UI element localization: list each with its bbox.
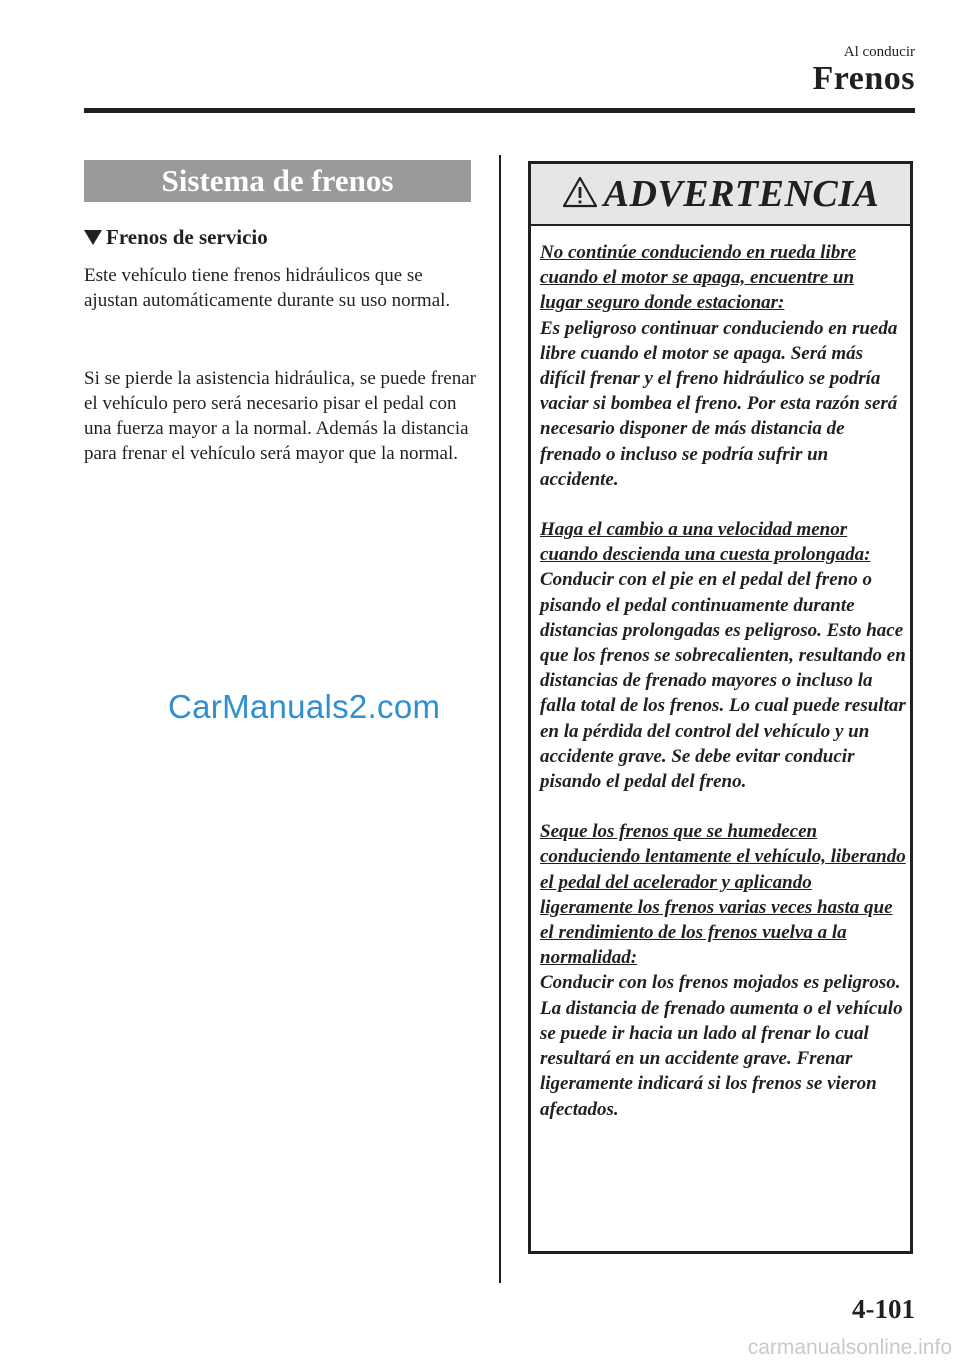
warning-body bbox=[531, 226, 910, 1122]
warning-title: ADVERTENCIA bbox=[603, 173, 880, 215]
column-divider bbox=[499, 155, 501, 1283]
page-number: 4-101 bbox=[852, 1294, 915, 1324]
header-section-label: Al conducir bbox=[843, 44, 915, 60]
warning-lead-3: Seque los frenos que se humedecen conduciendo lentamente el vehículo, liberando el pedal del acelerador y aplicando ligeramente los frenos varias veces hasta que el rendimiento de los frenos vuelva a la normalidad: bbox=[540, 821, 906, 969]
header-chapter-title: Frenos bbox=[812, 60, 915, 97]
watermark-logo: CarManuals2.com bbox=[168, 688, 441, 725]
footer-url: carmanualsonline.info bbox=[747, 1336, 952, 1359]
warning-lead-2: Haga el cambio a una velocidad menor cuando descienda una cuesta prolongada: bbox=[540, 519, 871, 566]
subheading-text: Frenos de servicio bbox=[106, 225, 268, 249]
header-rule bbox=[84, 108, 915, 113]
subheading bbox=[84, 225, 268, 250]
warning-triangle-icon bbox=[562, 176, 598, 213]
warning-lead-1: No continúe conduciendo en rueda libre cuando el motor se apaga, encuentre un lugar seguro donde estacionar: bbox=[540, 242, 857, 314]
paragraph-2: Si se pierde la asistencia hidráulica, se puede frenar el vehículo pero será necesario pisar el pedal con una fuerza mayor a la normal. Además la distancia para frenar el vehículo será mayor que la normal. bbox=[84, 368, 476, 464]
section-title-bar: Sistema de frenos bbox=[84, 160, 471, 202]
triangle-bullet-icon bbox=[84, 230, 102, 245]
warning-text-2: Conducir con el pie en el pedal del freno o pisando el pedal continuamente durante distancias prolongadas es peligroso. Esto hace que los frenos se sobrecalienten, resultando en distancias de frenado mayores o incluso la falla total de los frenos. Lo cual puede resultar en la pérdida del control del vehículo y un accidente grave. Se debe evitar conducir pisando el pedal del freno. bbox=[540, 569, 906, 793]
paragraph-1: Este vehículo tiene frenos hidráulicos que se ajustan automáticamente durante su uso normal. bbox=[84, 265, 451, 311]
warning-text-1: Es peligroso continuar conduciendo en rueda libre cuando el motor se apaga. Será más difícil frenar y el freno hidráulico se podría vaciar si bombea el freno. Por esta razón será necesario disponer de más distancia de frenado o incluso se podría sufrir un accidente. bbox=[540, 317, 898, 490]
warning-box bbox=[528, 161, 913, 1254]
warning-text-3: Conducir con los frenos mojados es peligroso. La distancia de frenado aumenta o el vehículo se puede ir hacia un lado al frenar lo cual resultará en un accidente grave. Frenar ligeramente indicará si los frenos se vieron afectados. bbox=[540, 972, 903, 1120]
warning-header bbox=[531, 164, 910, 226]
